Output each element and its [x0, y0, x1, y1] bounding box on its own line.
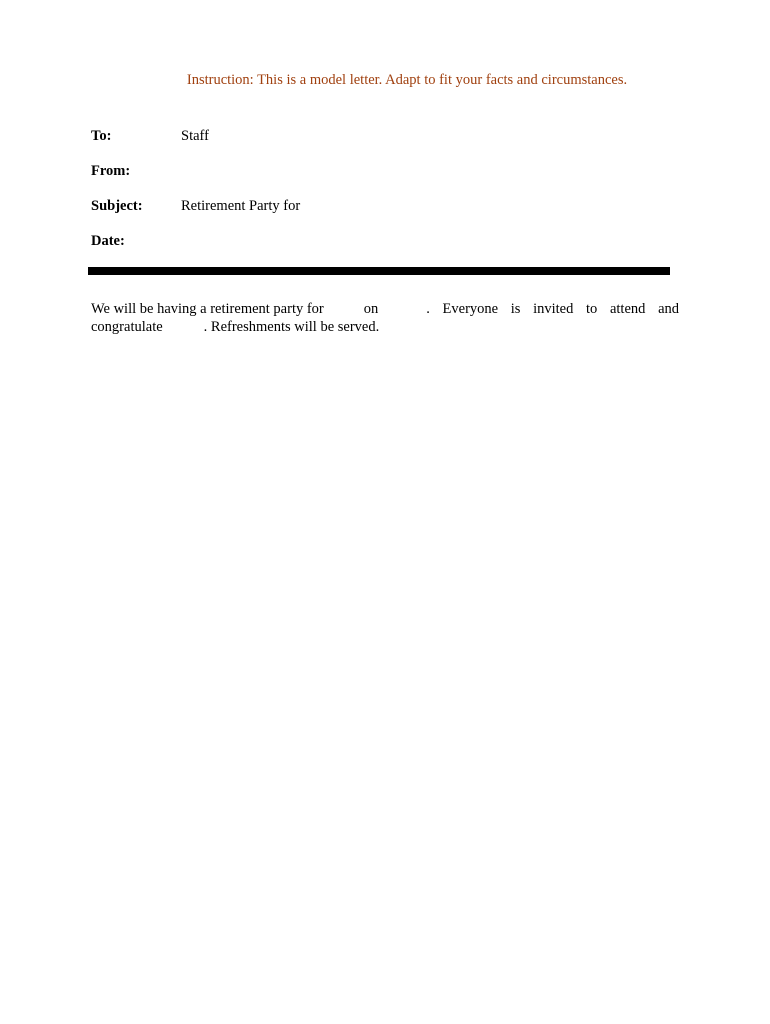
body-text-period: . [426, 301, 430, 317]
subject-value: Retirement Party for [181, 198, 301, 214]
date-label: Date: [91, 233, 125, 249]
body-word-to: to [586, 301, 598, 317]
body-word-attend: attend [609, 301, 646, 317]
memo-body [91, 300, 679, 336]
body-word-and: and [658, 301, 679, 317]
to-value: Staff [181, 128, 209, 144]
header-divider [88, 267, 670, 275]
body-text-refreshments: . Refreshments will be served. [203, 319, 380, 335]
body-text-on: on [363, 301, 379, 317]
body-word-is: is [510, 301, 521, 317]
instruction-text: Instruction: This is a model letter. Adapt to fit your facts and circumstances. [186, 72, 628, 88]
instruction-note [0, 72, 770, 89]
body-text-segment [91, 300, 430, 318]
from-label: From: [91, 163, 131, 179]
body-text-party: We will be having a retirement party for [91, 301, 324, 317]
subject-label: Subject: [91, 198, 143, 214]
body-text-congratulate: congratulate [91, 319, 163, 335]
body-word-everyone: Everyone [442, 301, 499, 317]
body-line-2 [91, 318, 679, 336]
to-label: To: [91, 128, 112, 144]
body-line-1 [91, 300, 679, 318]
body-word-invited: invited [533, 301, 574, 317]
